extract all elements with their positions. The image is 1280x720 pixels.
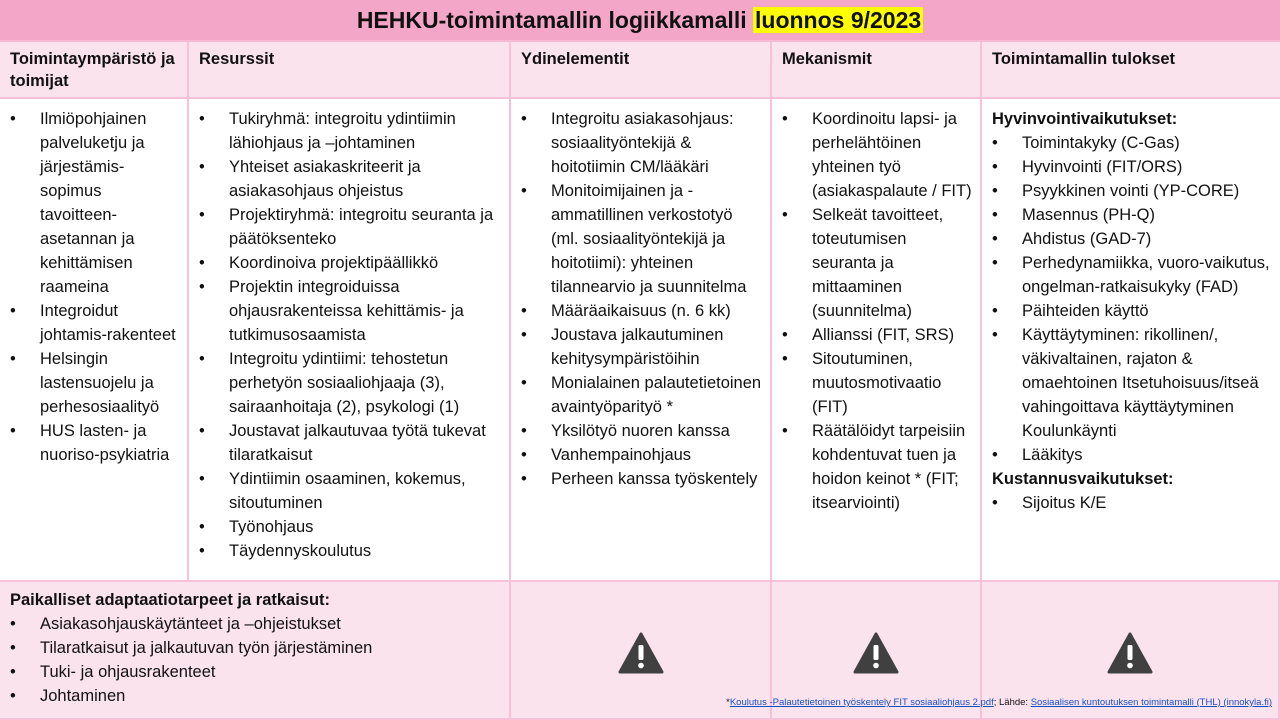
adaptation-cell [0, 582, 511, 720]
list-item: • Räätälöidyt tarpeisiin kohdentuvat tuen ja hoidon keinot * (FIT; itsearviointi) [782, 419, 974, 515]
list-item: • Projektiryhmä: integroitu seuranta ja päätöksenteko [199, 203, 503, 251]
list-item: • Yksilötyö nuoren kanssa [521, 419, 764, 443]
list-item: • Lääkitys [992, 443, 1274, 467]
logic-model-table [0, 42, 1280, 720]
mechanisms-cell [772, 99, 982, 582]
title-bar [0, 0, 1280, 42]
list-item: • Johtaminen [10, 684, 499, 708]
list-item: • Vanhempainohjaus [521, 443, 764, 467]
list-item: • Masennus (PH-Q) [992, 203, 1274, 227]
list-item: • Joustavat jalkautuvaa työtä tukevat tilaratkaisut [199, 419, 503, 467]
list-item: • Allianssi (FIT, SRS) [782, 323, 974, 347]
resources-cell [189, 99, 511, 582]
header-environment: Toimintaympäristö ja toimijat [0, 42, 189, 99]
cost-list [992, 491, 1274, 515]
list-item: • Sitoutuminen, muutosmotivaatio (FIT) [782, 347, 974, 419]
list-item: • Ahdistus (GAD-7) [992, 227, 1274, 251]
list-item: • Koordinoitu lapsi- ja perhelähtöinen yhteinen työ (asiakaspalaute / FIT) [782, 107, 974, 203]
list-item: • Tuki- ja ohjausrakenteet [10, 660, 499, 684]
title-highlight: luonnos 9/2023 [755, 6, 922, 33]
list-item: • Toimintakyky (C-Gas) [992, 131, 1274, 155]
list-item: • Määräaikaisuus (n. 6 kk) [521, 299, 764, 323]
results-cell [982, 99, 1280, 582]
page-title [357, 7, 923, 34]
list-item: • Monialainen palautetietoinen avaintyöparityö * [521, 371, 764, 419]
core-elements-list [521, 107, 764, 491]
warning-icon [853, 632, 899, 674]
list-item: • Tilaratkaisut ja jalkautuvan työn järjestäminen [10, 636, 499, 660]
list-item: • Perhedynamiikka, vuoro-vaikutus, ongelman-ratkaisukyky (FAD) [992, 251, 1274, 299]
environment-list [10, 107, 181, 467]
adaptation-title: Paikalliset adaptaatiotarpeet ja ratkaisut: [10, 591, 331, 609]
mechanisms-list [782, 107, 974, 515]
list-item: • Helsingin lastensuojelu ja perhesosiaalityö [10, 347, 181, 419]
list-item: • Joustava jalkautuminen kehitysympäristöihin [521, 323, 764, 371]
list-item: • Psyykkinen vointi (YP-CORE) [992, 179, 1274, 203]
footnote-link-fit[interactable]: Koulutus -Palautetietoinen työskentely FIT sosiaaliohjaus 2.pdf [729, 697, 994, 708]
wellbeing-list [992, 131, 1274, 467]
header-mechanisms: Mekanismit [772, 42, 982, 99]
footnote-star: * [726, 697, 730, 708]
warning-icon [618, 632, 664, 674]
core-elements-cell [511, 99, 772, 582]
list-item: • Sijoitus K/E [992, 491, 1274, 515]
list-item: • HUS lasten- ja nuoriso-psykiatria [10, 419, 181, 467]
adaptation-list [10, 612, 499, 708]
list-item: • Käyttäytyminen: rikollinen/, väkivaltainen, rajaton & omaehtoinen Itsetuhoisuus/itseä vahingoittava käyttäytyminen Koulunkäynti [992, 323, 1274, 443]
list-item: • Koordinoiva projektipäällikkö [199, 251, 503, 275]
list-item: • Selkeät tavoitteet, toteutumisen seuranta ja mittaaminen (suunnitelma) [782, 203, 974, 323]
list-item: • Perheen kanssa työskentely [521, 467, 764, 491]
cost-heading: Kustannusvaikutukset: [992, 470, 1174, 488]
list-item: • Monitoimijainen ja -ammatillinen verkostotyö (ml. sosiaalityöntekijä ja hoitotiimi): yhteinen tilannearvio ja suunnitelma [521, 179, 764, 299]
footnote-link-thl[interactable]: Sosiaalisen kuntoutuksen toimintamalli (THL) (innokyla.fi) [1030, 697, 1272, 708]
list-item: • Tukiryhmä: integroitu ydintiimin lähiohjaus ja –johtaminen [199, 107, 503, 155]
environment-cell [0, 99, 189, 582]
footnote [726, 697, 1272, 708]
list-item: • Integroidut johtamis-rakenteet [10, 299, 181, 347]
footnote-source-label: ; Lähde: [993, 697, 1031, 708]
warning-icon [1107, 632, 1153, 674]
list-item: • Päihteiden käyttö [992, 299, 1274, 323]
list-item: • Integroitu ydintiimi: tehostetun perhetyön sosiaaliohjaaja (3), sairaanhoitaja (2), psykologi (1) [199, 347, 503, 419]
header-results: Toimintamallin tulokset [982, 42, 1280, 99]
wellbeing-heading: Hyvinvointivaikutukset: [992, 110, 1178, 128]
list-item: • Asiakasohjauskäytänteet ja –ohjeistukset [10, 612, 499, 636]
title-main: HEHKU-toimintamallin logiikkamalli [356, 6, 753, 33]
list-item: • Ydintiimin osaaminen, kokemus, sitoutuminen [199, 467, 503, 515]
header-resources: Resurssit [189, 42, 511, 99]
list-item: • Täydennyskoulutus [199, 539, 503, 563]
resources-list [199, 107, 503, 563]
list-item: • Ilmiöpohjainen palveluketju ja järjestämis-sopimus tavoitteen-asetannan ja kehittämisen raameina [10, 107, 181, 299]
header-core-elements: Ydinelementit [511, 42, 772, 99]
list-item: • Työnohjaus [199, 515, 503, 539]
list-item: • Yhteiset asiakaskriteerit ja asiakasohjaus ohjeistus [199, 155, 503, 203]
list-item: • Integroitu asiakasohjaus: sosiaalityöntekijä & hoitotiimin CM/lääkäri [521, 107, 764, 179]
list-item: • Projektin integroiduissa ohjausrakenteissa kehittämis- ja tutkimusosaamista [199, 275, 503, 347]
list-item: • Hyvinvointi (FIT/ORS) [992, 155, 1274, 179]
